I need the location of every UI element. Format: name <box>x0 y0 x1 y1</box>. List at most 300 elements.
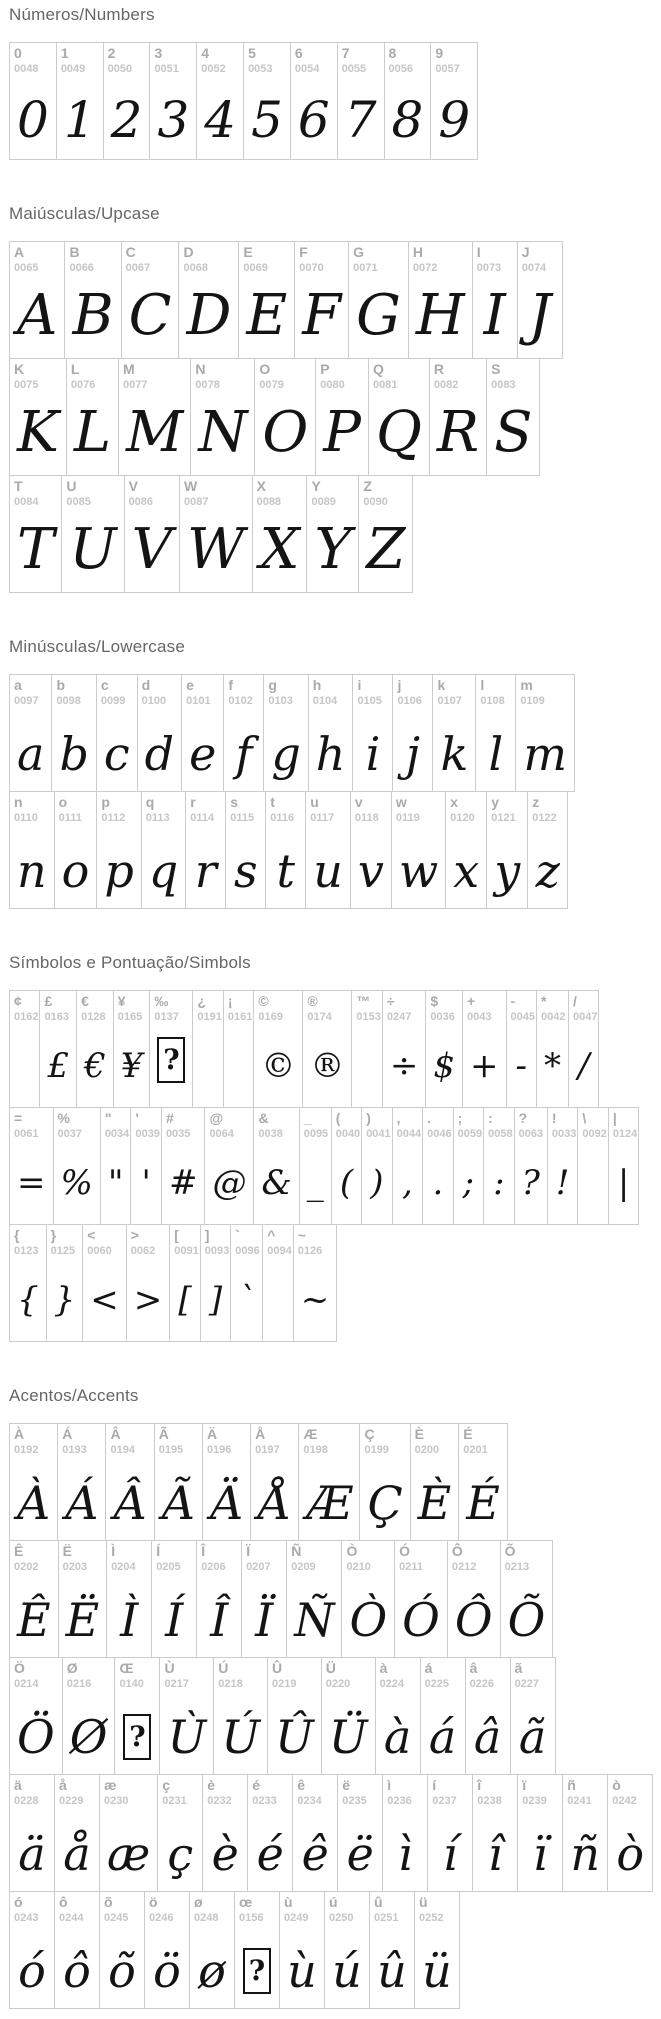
glyph-row <box>9 1891 653 2009</box>
cell-character-label: Q <box>372 361 384 377</box>
glyph-preview <box>115 1691 159 1774</box>
glyph-preview <box>578 1141 607 1224</box>
glyph-cell <box>472 241 518 359</box>
glyph-cell <box>9 1657 63 1775</box>
cell-unicode-code: 0095 <box>303 1128 329 1140</box>
glyph-preview: * <box>543 1046 561 1086</box>
cell-unicode-code: 0102 <box>228 695 253 707</box>
glyph-preview: ® <box>310 1046 345 1086</box>
glyph-cell <box>66 358 119 476</box>
glyph-preview: G <box>356 283 401 348</box>
cell-character-label: i <box>357 677 362 693</box>
glyph-cell <box>299 1107 332 1225</box>
glyph-preview: Z <box>366 517 406 582</box>
cell-unicode-code: 0120 <box>450 812 475 824</box>
glyph-cell <box>472 1774 518 1892</box>
cell-character-label: y <box>491 794 500 810</box>
section-title-numbers: Números/Numbers <box>9 5 155 24</box>
cell-unicode-code: 0055 <box>341 63 367 75</box>
glyph-preview: L <box>73 400 112 465</box>
glyph-cell <box>290 42 338 160</box>
cell-character-label: S <box>491 361 501 377</box>
glyph-cell <box>154 1423 203 1541</box>
cell-character-label: , <box>396 1110 401 1126</box>
cell-unicode-code: 0088 <box>256 496 282 508</box>
glyph-cell <box>465 1657 511 1775</box>
cell-unicode-code: 0247 <box>386 1011 412 1023</box>
glyph-preview <box>263 1258 292 1341</box>
glyph-cell <box>200 1224 231 1342</box>
cell-character-label: € <box>81 993 89 1009</box>
glyph-preview: $ <box>433 1046 455 1086</box>
cell-character-label: H <box>412 244 423 260</box>
cell-unicode-code: 0224 <box>379 1678 405 1690</box>
cell-character-label: u <box>310 794 319 810</box>
glyph-row <box>9 1540 653 1658</box>
glyph-preview: j <box>405 727 421 781</box>
glyph-preview: 1 <box>63 91 96 149</box>
cell-unicode-code: 0229 <box>59 1795 84 1807</box>
glyph-preview: 6 <box>297 91 330 149</box>
cell-character-label: Ï <box>246 1543 251 1559</box>
cell-character-label: g <box>268 677 277 693</box>
cell-character-label: ] <box>204 1227 210 1243</box>
glyph-preview: = <box>17 1163 46 1203</box>
glyph-cell <box>568 990 599 1108</box>
glyph-cell <box>279 1891 325 2009</box>
glyph-preview: Â <box>113 1476 147 1530</box>
glyph-preview: Ù <box>167 1710 207 1764</box>
glyph-cell <box>9 1540 59 1658</box>
cell-unicode-code: 0192 <box>14 1444 39 1456</box>
cell-character-label: ò <box>612 1777 621 1793</box>
cell-unicode-code: 0125 <box>50 1245 76 1257</box>
glyph-table-numbers <box>9 42 653 160</box>
cell-unicode-code: 0034 <box>104 1128 130 1140</box>
glyph-cell <box>254 358 316 476</box>
glyph-cell <box>114 1657 160 1775</box>
glyph-row <box>9 990 653 1108</box>
glyph-cell <box>204 1107 254 1225</box>
cell-character-label: ã <box>514 1660 523 1676</box>
section-accents <box>9 1386 653 2009</box>
cell-unicode-code: 0227 <box>514 1678 540 1690</box>
cell-unicode-code: 0083 <box>491 379 516 391</box>
glyph-preview: c <box>103 727 130 781</box>
cell-unicode-code: 0241 <box>567 1795 592 1807</box>
cell-character-label: L <box>70 361 80 377</box>
glyph-table-lowercase <box>9 674 653 909</box>
cell-unicode-code: 0242 <box>612 1795 637 1807</box>
cell-unicode-code: 0038 <box>258 1128 283 1140</box>
glyph-cell <box>408 241 473 359</box>
glyph-preview: Í <box>165 1593 184 1647</box>
glyph-cell <box>113 990 151 1108</box>
cell-unicode-code: 0067 <box>125 262 151 274</box>
glyph-cell <box>103 42 151 160</box>
glyph-preview <box>224 1024 253 1107</box>
cell-unicode-code: 0119 <box>395 812 420 824</box>
glyph-preview: D <box>186 283 232 348</box>
glyph-cell <box>137 674 182 792</box>
cell-character-label: Ô <box>451 1543 463 1559</box>
glyph-preview: " <box>107 1163 124 1203</box>
glyph-cell <box>99 1891 145 2009</box>
glyph-preview: ó <box>18 1944 46 1998</box>
cell-unicode-code: 0161 <box>227 1011 253 1023</box>
glyph-preview: g <box>271 727 301 781</box>
cell-character-label: ö <box>149 1894 158 1910</box>
cell-character-label: à <box>379 1660 388 1676</box>
glyph-preview: O <box>262 400 309 465</box>
glyph-preview: f <box>235 727 253 781</box>
cell-unicode-code: 0210 <box>346 1561 371 1573</box>
cell-character-label: ¿ <box>197 993 206 1009</box>
cell-unicode-code: 0203 <box>62 1561 88 1573</box>
cell-character-label: Ó <box>399 1543 411 1559</box>
glyph-cell <box>359 1423 410 1541</box>
glyph-cell <box>189 1891 235 2009</box>
glyph-preview <box>150 1024 192 1107</box>
glyph-cell <box>223 990 254 1108</box>
cell-character-label: M <box>123 361 135 377</box>
glyph-cell <box>382 990 427 1108</box>
cell-unicode-code: 0096 <box>235 1245 260 1257</box>
cell-character-label: â <box>469 1660 478 1676</box>
cell-unicode-code: 0112 <box>101 812 126 824</box>
cell-character-label: Ì <box>111 1543 116 1559</box>
glyph-preview: m <box>523 727 567 781</box>
glyph-preview: < <box>90 1280 119 1320</box>
glyph-cell <box>202 1423 251 1541</box>
cell-character-label: Î <box>201 1543 206 1559</box>
glyph-preview: ' <box>141 1163 151 1203</box>
cell-unicode-code: 0075 <box>14 379 39 391</box>
glyph-cell <box>181 674 224 792</box>
glyph-preview: w <box>398 844 439 898</box>
cell-character-label: Õ <box>504 1543 516 1559</box>
missing-glyph-box-icon: ? <box>123 1714 151 1760</box>
cell-character-label: ä <box>14 1777 22 1793</box>
cell-unicode-code: 0078 <box>195 379 220 391</box>
glyph-preview: Á <box>65 1476 99 1530</box>
glyph-cell <box>306 475 359 593</box>
cell-character-label: R <box>433 361 445 377</box>
glyph-cell <box>241 1540 287 1658</box>
cell-character-label: é <box>252 1777 261 1793</box>
glyph-preview: v <box>357 844 384 898</box>
glyph-preview: 4 <box>204 91 237 149</box>
cell-unicode-code: 0122 <box>532 812 557 824</box>
glyph-preview: y <box>494 844 521 898</box>
glyph-table-symbols <box>9 990 653 1342</box>
cell-character-label: q <box>145 794 155 810</box>
glyph-preview: % <box>60 1163 93 1203</box>
cell-character-label: - <box>510 993 516 1009</box>
cell-unicode-code: 0118 <box>354 812 379 824</box>
cell-character-label: Ñ <box>291 1543 302 1559</box>
glyph-cell <box>510 1657 556 1775</box>
cell-unicode-code: 0193 <box>62 1444 87 1456</box>
glyph-cell <box>61 475 124 593</box>
glyph-row <box>9 1423 653 1541</box>
glyph-table-accents <box>9 1423 653 2009</box>
glyph-preview: à <box>383 1710 412 1764</box>
cell-unicode-code: 0231 <box>162 1795 187 1807</box>
cell-character-label: _ <box>303 1110 312 1126</box>
missing-glyph-box-icon: ? <box>243 1948 271 1994</box>
glyph-cell <box>392 1107 423 1225</box>
glyph-cell <box>527 791 568 909</box>
cell-unicode-code: 0071 <box>353 262 378 274</box>
glyph-cell <box>361 1107 392 1225</box>
cell-character-label: Ä <box>206 1426 218 1442</box>
glyph-preview: q <box>148 844 179 898</box>
cell-character-label: d <box>141 677 151 693</box>
glyph-cell <box>324 1891 370 2009</box>
cell-unicode-code: 0106 <box>397 695 422 707</box>
cell-character-label: ó <box>14 1894 23 1910</box>
glyph-cell <box>382 1774 428 1892</box>
glyph-cell <box>39 990 77 1108</box>
cell-character-label: m <box>520 677 533 693</box>
glyph-preview: P <box>323 400 361 465</box>
glyph-cell <box>118 358 191 476</box>
glyph-cell <box>54 791 98 909</box>
cell-unicode-code: 0093 <box>204 1245 230 1257</box>
glyph-cell <box>230 1224 263 1342</box>
cell-unicode-code: 0103 <box>268 695 293 707</box>
glyph-preview: ô <box>63 1944 91 1998</box>
cell-unicode-code: 0094 <box>267 1245 292 1257</box>
glyph-cell <box>486 791 528 909</box>
cell-unicode-code: 0081 <box>372 379 398 391</box>
glyph-cell <box>414 1891 460 2009</box>
cell-unicode-code: 0036 <box>430 1011 455 1023</box>
glyph-cell <box>196 1540 242 1658</box>
cell-character-label: @ <box>209 1110 224 1126</box>
glyph-preview: a <box>17 727 45 781</box>
glyph-preview: ë <box>346 1827 374 1881</box>
cell-character-label: á <box>424 1660 433 1676</box>
cell-character-label: Ø <box>66 1660 78 1676</box>
cell-unicode-code: 0068 <box>183 262 208 274</box>
cell-unicode-code: 0092 <box>582 1128 607 1140</box>
cell-character-label: ' <box>135 1110 139 1126</box>
cell-character-label: 9 <box>435 45 444 61</box>
cell-unicode-code: 0080 <box>320 379 345 391</box>
glyph-cell <box>149 42 197 160</box>
glyph-preview: Ò <box>349 1593 388 1647</box>
cell-character-label: b <box>56 677 65 693</box>
section-numbers <box>9 5 653 160</box>
glyph-preview: Y <box>314 517 352 582</box>
cell-character-label: 5 <box>248 45 256 61</box>
cell-unicode-code: 0216 <box>66 1678 92 1690</box>
cell-character-label: v <box>354 794 363 810</box>
glyph-preview: Ú <box>221 1710 260 1764</box>
glyph-preview: l <box>488 727 504 781</box>
cell-character-label: Û <box>272 1660 283 1676</box>
glyph-preview: Ô <box>454 1593 493 1647</box>
cell-unicode-code: 0052 <box>201 63 226 75</box>
glyph-cell <box>302 990 352 1108</box>
cell-unicode-code: 0035 <box>165 1128 191 1140</box>
glyph-cell <box>453 1107 484 1225</box>
glyph-cell <box>265 791 306 909</box>
glyph-cell <box>308 674 354 792</box>
section-title-symbols: Símbolos e Pontuação/Simbols <box>9 953 251 972</box>
cell-unicode-code: 0213 <box>504 1561 530 1573</box>
glyph-cell <box>267 1657 322 1775</box>
glyph-preview: Ï <box>255 1593 274 1647</box>
glyph-preview: ] <box>208 1280 223 1320</box>
glyph-row <box>9 475 653 593</box>
glyph-cell <box>292 1774 338 1892</box>
cell-character-label: Ò <box>346 1543 358 1559</box>
cell-unicode-code: 0204 <box>111 1561 136 1573</box>
cell-unicode-code: 0201 <box>463 1444 488 1456</box>
glyph-table-upcase <box>9 241 653 593</box>
glyph-cell <box>262 1224 293 1342</box>
glyph-preview: I <box>483 283 506 348</box>
glyph-preview: ÷ <box>389 1046 419 1086</box>
cell-character-label: 8 <box>388 45 397 61</box>
cell-unicode-code: 0057 <box>435 63 460 75</box>
glyph-preview: 3 <box>157 91 190 149</box>
glyph-cell <box>475 674 516 792</box>
glyph-cell <box>225 791 266 909</box>
missing-glyph-box-icon: ? <box>157 1037 185 1083</box>
glyph-cell <box>331 1107 362 1225</box>
cell-character-label: U <box>66 478 77 494</box>
glyph-preview: h <box>315 727 346 781</box>
glyph-cell <box>252 475 308 593</box>
glyph-preview: ! <box>555 1163 570 1203</box>
cell-unicode-code: 0220 <box>325 1678 351 1690</box>
cell-character-label: E <box>243 244 253 260</box>
cell-character-label: / <box>572 993 577 1009</box>
glyph-preview: £ <box>47 1046 70 1086</box>
cell-unicode-code: 0073 <box>476 262 502 274</box>
cell-unicode-code: 0126 <box>297 1245 323 1257</box>
cell-character-label: " <box>104 1110 112 1126</box>
glyph-cell <box>250 1423 299 1541</box>
cell-unicode-code: 0066 <box>69 262 94 274</box>
glyph-preview: é <box>256 1827 284 1881</box>
glyph-row <box>9 42 653 160</box>
cell-unicode-code: 0098 <box>56 695 81 707</box>
glyph-preview: ê <box>301 1827 329 1881</box>
cell-character-label: a <box>14 677 22 693</box>
glyph-preview: x <box>453 844 480 898</box>
glyph-row <box>9 1774 653 1892</box>
glyph-preview: & <box>261 1163 292 1203</box>
cell-character-label: í <box>432 1777 437 1793</box>
cell-character-label: O <box>259 361 271 377</box>
cell-unicode-code: 0243 <box>14 1912 39 1924</box>
cell-character-label: è <box>207 1777 216 1793</box>
cell-unicode-code: 0076 <box>70 379 96 391</box>
cell-unicode-code: 0244 <box>59 1912 84 1924</box>
glyph-cell <box>410 1423 460 1541</box>
cell-unicode-code: 0248 <box>194 1912 219 1924</box>
glyph-cell <box>422 1107 453 1225</box>
glyph-cell <box>141 791 186 909</box>
glyph-preview: â <box>473 1710 502 1764</box>
cell-unicode-code: 0115 <box>230 812 255 824</box>
glyph-cell <box>358 475 413 593</box>
glyph-cell <box>243 42 291 160</box>
cell-unicode-code: 0219 <box>272 1678 297 1690</box>
cell-character-label: P <box>320 361 330 377</box>
glyph-cell <box>337 1774 383 1892</box>
glyph-cell <box>51 674 96 792</box>
cell-unicode-code: 0101 <box>186 695 211 707</box>
glyph-cell <box>369 1891 415 2009</box>
glyph-preview: u <box>313 844 343 898</box>
glyph-cell <box>76 990 114 1108</box>
glyph-cell <box>486 358 540 476</box>
cell-unicode-code: 0140 <box>119 1678 144 1690</box>
cell-unicode-code: 0090 <box>363 496 388 508</box>
glyph-cell <box>427 1774 473 1892</box>
cell-unicode-code: 0233 <box>252 1795 277 1807</box>
cell-character-label: $ <box>430 993 439 1009</box>
glyph-cell <box>9 1423 58 1541</box>
glyph-cell <box>105 1423 154 1541</box>
glyph-cell <box>179 475 253 593</box>
cell-unicode-code: 0200 <box>414 1444 440 1456</box>
cell-character-label: ï <box>522 1777 527 1793</box>
glyph-preview: í <box>442 1827 458 1881</box>
glyph-cell <box>577 1107 608 1225</box>
cell-unicode-code: 0206 <box>201 1561 226 1573</box>
glyph-preview: É <box>466 1476 500 1530</box>
cell-unicode-code: 0202 <box>14 1561 39 1573</box>
cell-unicode-code: 0165 <box>117 1011 143 1023</box>
cell-character-label: ? <box>518 1110 528 1126</box>
cell-character-label: ü <box>419 1894 428 1910</box>
cell-unicode-code: 0195 <box>158 1444 184 1456</box>
cell-unicode-code: 0239 <box>522 1795 547 1807</box>
cell-character-label: Ã <box>158 1426 169 1442</box>
cell-character-label: B <box>69 244 80 260</box>
cell-unicode-code: 0111 <box>58 812 82 824</box>
cell-character-label: A <box>14 244 25 260</box>
glyph-cell <box>293 1224 338 1342</box>
glyph-cell <box>96 674 138 792</box>
cell-unicode-code: 0196 <box>206 1444 232 1456</box>
cell-unicode-code: 0235 <box>342 1795 367 1807</box>
glyph-preview: ü <box>422 1944 452 1998</box>
glyph-cell <box>53 1107 101 1225</box>
cell-unicode-code: 0121 <box>491 812 516 824</box>
cell-unicode-code: 0079 <box>259 379 284 391</box>
cell-unicode-code: 0109 <box>520 695 545 707</box>
cell-character-label: ñ <box>567 1777 576 1793</box>
cell-character-label: ( <box>335 1110 341 1126</box>
cell-unicode-code: 0225 <box>424 1678 450 1690</box>
glyph-preview: C <box>128 283 172 348</box>
glyph-cell <box>9 674 52 792</box>
glyph-preview: - <box>515 1046 527 1086</box>
glyph-cell <box>9 358 67 476</box>
glyph-cell <box>351 990 382 1108</box>
cell-character-label: Æ <box>303 1426 318 1442</box>
glyph-cell <box>447 1540 501 1658</box>
cell-unicode-code: 0116 <box>270 812 295 824</box>
